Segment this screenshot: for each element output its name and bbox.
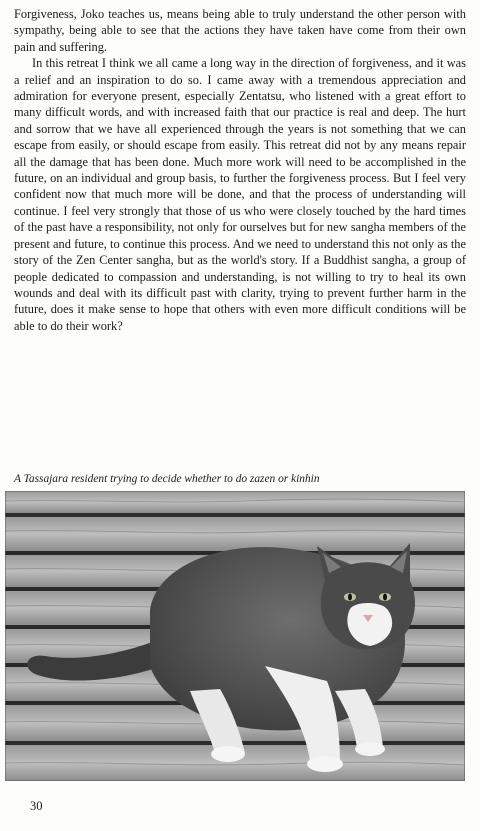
body-text <box>14 6 466 334</box>
paragraph-2: In this retreat I think we all came a long way in the direction of forgiveness, and it was a relief and an inspiration to do so. I came away with a tremendous appreciation and admiration for everyone present, especially Zentatsu, who listened with a great effort to many difficult words, and with increased faith that our practice is real and deep. The hurt and sorrow that we have all experienced through the years is not something that we can escape from easily, or should escape from easily. This retreat did not by any means repair all the damage that has been done. Much more work will need to be accomplished in the future, on an individual and group basis, to further the forgiveness process. But I feel very confident now that much more will be done, and that the process of understanding will continue. I feel very strongly that those of us who were closely touched by the hard times of the past have a responsibility, not only for ourselves but for new sangha members of the present and future, to continue this process. And we need to understand this not only as the story of the Zen Center sangha, but as the world's story. If a Buddhist sangha, a group of people dedicated to compassion and understanding, is not willing to try to heal its own wounds and deal with its difficult past with clarity, trying to prevent further harm in the future, does it make sense to hope that others with even more difficult conditions will be able to do their work? <box>14 56 466 333</box>
paragraph-1: Forgiveness, Joko teaches us, means being able to truly understand the other person with sympathy, being able to see that the actions they have taken have come from their own pain and suffering. <box>14 7 466 54</box>
page-number: 30 <box>30 799 43 813</box>
photo-caption: A Tassajara resident trying to decide whether to do zazen or kinhin <box>14 473 320 485</box>
cat-photo <box>5 491 465 781</box>
